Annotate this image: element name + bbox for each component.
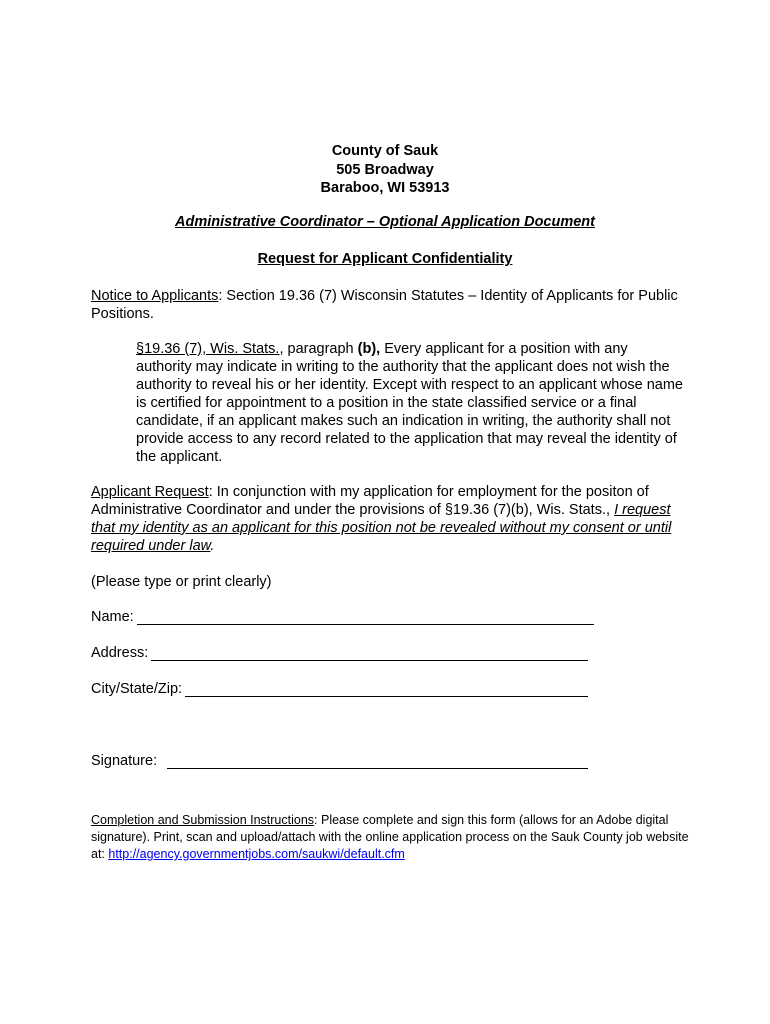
instructions-label: Completion and Submission Instructions xyxy=(91,813,315,827)
applicant-request-text: : In conjunction with my application for employment for the positon of Administrative Coordinator and under the provisions of §19.36 (7)(b), Wis. Stats., xyxy=(91,484,649,518)
applicant-request-label: Applicant Request xyxy=(91,484,209,500)
address-input-line[interactable] xyxy=(151,646,588,661)
city-state-zip-label: City/State/Zip: xyxy=(91,681,183,697)
notice-label: Notice to Applicants xyxy=(91,288,219,304)
job-website-link[interactable]: http://agency.governmentjobs.com/saukwi/default.cfm xyxy=(108,847,405,861)
statute-mid: , paragraph xyxy=(279,341,358,357)
instructions-text: : Please complete and sign this form (allows for an Adobe digital signature). Print, scan and upload/attach with the online application process on the Sauk County job website at: xyxy=(91,813,689,861)
signature-input-line[interactable] xyxy=(167,754,588,769)
notice-text: : Section 19.36 (7) Wisconsin Statutes – Identity of Applicants for Public Positions. xyxy=(91,288,678,322)
document-subtitle: Request for Applicant Confidentiality xyxy=(257,251,513,267)
statute-text: Every applicant for a position with any authority may indicate in writing to the authority that the applicant does not wish the authority to reveal his or her identity. Except with respect to an applicant whose name is certified for appointment to a position in the state classified service or a final candidate, if an applicant makes such an indication in writing, the authority shall not provide access to any record related to the application that may reveal the identity of the applicant. xyxy=(136,341,683,465)
address-label: Address: xyxy=(91,645,149,661)
city-state-zip-input-line[interactable] xyxy=(185,682,588,697)
statute-paragraph-label: (b), xyxy=(357,341,381,357)
name-label: Name: xyxy=(91,609,134,625)
signature-field[interactable] xyxy=(91,753,588,769)
applicant-request-paragraph xyxy=(91,483,691,555)
city-state-zip-field[interactable] xyxy=(91,681,588,697)
address-field[interactable] xyxy=(91,645,588,661)
statute-citation: §19.36 (7), Wis. Stats. xyxy=(136,341,280,357)
organization-city: Baraboo, WI 53913 xyxy=(320,180,450,196)
organization-name: County of Sauk xyxy=(331,143,439,159)
signature-label: Signature: xyxy=(91,753,158,769)
statute-paragraph xyxy=(136,340,686,466)
print-instruction: (Please type or print clearly) xyxy=(91,574,272,590)
applicant-request-emphasis: I request that my identity as an applicant for this position not be revealed without my consent or until required under law xyxy=(91,502,672,554)
notice-paragraph xyxy=(91,287,681,323)
document-title: Administrative Coordinator – Optional Application Document xyxy=(175,214,595,230)
organization-street: 505 Broadway xyxy=(336,162,434,178)
name-input-line[interactable] xyxy=(137,610,594,625)
submission-instructions xyxy=(91,812,691,863)
applicant-request-end: . xyxy=(210,538,215,554)
name-field[interactable] xyxy=(91,609,594,625)
